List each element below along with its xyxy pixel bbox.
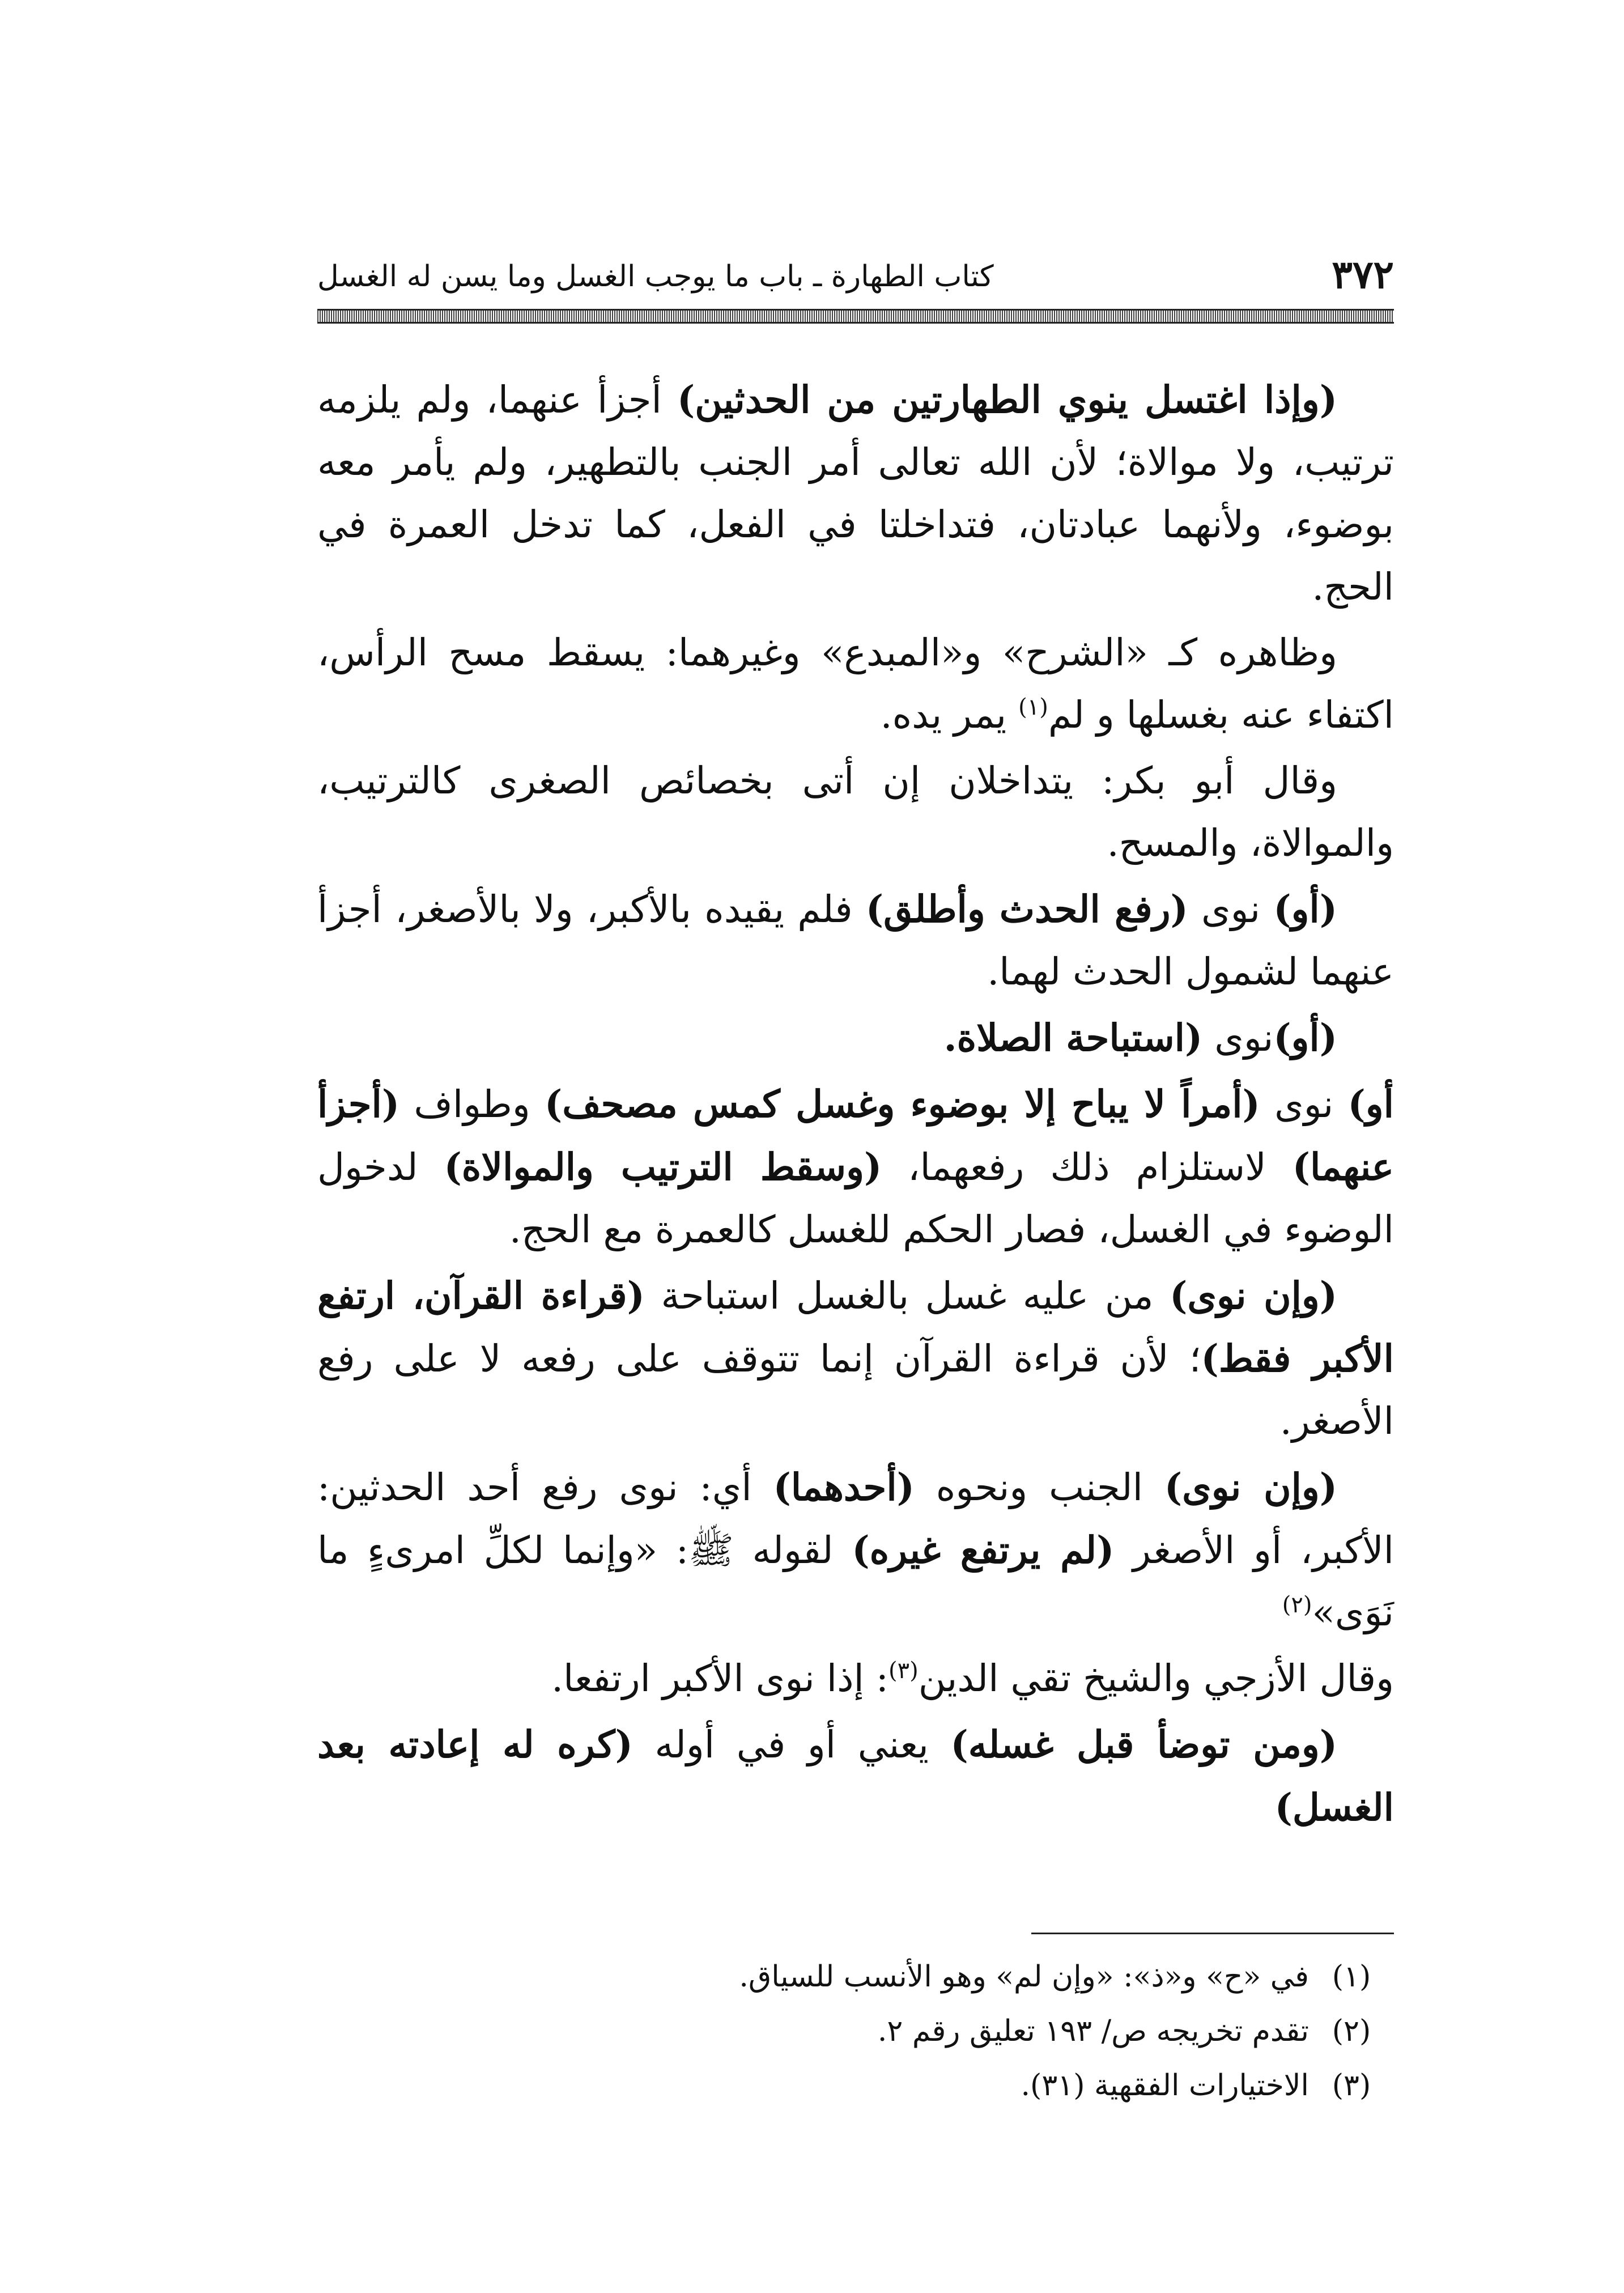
bold-matn-text: (قراءة القرآن، ارتفع الأكبر فقط) — [317, 1273, 1394, 1381]
header-title: كتاب الطهارة ـ باب ما يوجب الغسل وما يسن له الغسل — [317, 260, 994, 294]
bold-matn-text: (رفع الحدث وأطلق) — [865, 887, 1188, 931]
footnote-text: الاختيارات الفقهية (٣١). — [1021, 2069, 1309, 2103]
commentary-text: الجنب ونحوه — [914, 1466, 1164, 1509]
commentary-text: يمر يده. — [880, 693, 1019, 737]
paragraph — [317, 1456, 1394, 1644]
footnote — [317, 2004, 1394, 2058]
bold-matn-text: أو) — [1347, 1082, 1394, 1126]
footnote-number: (٣) — [1332, 2069, 1371, 2103]
footnote-reference: (٢) — [1282, 1592, 1312, 1618]
paragraph — [317, 1647, 1394, 1710]
footnote-divider — [1031, 1933, 1394, 1934]
footnote-reference: (٣) — [888, 1658, 919, 1684]
paragraph — [317, 1007, 1394, 1069]
paragraph — [317, 1073, 1394, 1261]
footnotes — [317, 1950, 1394, 2113]
paragraph — [317, 1713, 1394, 1839]
commentary-text: فلم يقيده بالأكبر، ولا بالأصغر، أجزأ عنهما لشمول الحدث لهما. — [317, 888, 1394, 993]
footnote — [317, 2058, 1394, 2113]
paragraph — [317, 622, 1394, 746]
commentary-text: وقال الأزجي والشيخ تقي الدين — [918, 1657, 1394, 1700]
footnote-number: (١) — [1332, 1960, 1371, 1994]
commentary-text: لقوله ﷺ: «وإنما لكلِّ امرىءٍ ما نَوَى» — [317, 1528, 1394, 1634]
commentary-text: وطواف — [399, 1082, 545, 1126]
bold-matn-text: (وسقط الترتيب والموالاة) — [444, 1145, 882, 1189]
footnote-number: (٢) — [1332, 2014, 1371, 2048]
commentary-text: وقال أبو بكر: يتداخلان إن أتى بخصائص الصغرى كالترتيب، والموالاة، والمسح. — [317, 759, 1394, 865]
bold-matn-text: (استباحة الصلاة. — [943, 1016, 1203, 1060]
bold-matn-text: (لم يرتفع غيره) — [852, 1528, 1115, 1572]
header-divider — [317, 309, 1394, 324]
bold-matn-text: (وإذا اغتسل ينوي الطهارتين من الحدثين) — [677, 377, 1337, 422]
commentary-text: وظاهره كـ «الشرح» و«المبدع» وغيرهما: يسقط مسح الرأس، اكتفاء عنه بغسلها و لم — [317, 631, 1394, 737]
bold-matn-text: (كره له إعادته بعد الغسل) — [317, 1722, 1394, 1829]
paragraph — [317, 1264, 1394, 1453]
footnote-text: في «ح» و«ذ»: «وإن لم» وهو الأنسب للسياق. — [739, 1960, 1309, 1994]
paragraph — [317, 878, 1394, 1003]
commentary-text: أجزأ عنهما، ولم يلزمه ترتيب، ولا موالاة؛ لأن الله تعالى أمر الجنب بالتطهير، ولم يأمر معه بوضوء، ولأنهما عبادتان، فتداخلتا في الفعل، كما تدخل العمرة في الحج. — [317, 378, 1394, 609]
bold-matn-text: (وإن نوى) — [1164, 1465, 1338, 1509]
commentary-text: نوى — [1202, 1016, 1274, 1060]
bold-matn-text: (أو) — [1273, 1016, 1337, 1060]
page-number: ٣٧٢ — [1332, 252, 1394, 298]
paragraph — [317, 368, 1394, 618]
footnote-text: تقدم تخريجه ص/ ١٩٣ تعليق رقم ٢. — [877, 2014, 1309, 2048]
bold-matn-text: (وإن نوى) — [1170, 1273, 1338, 1318]
commentary-text: نوى — [1260, 1082, 1348, 1126]
bold-matn-text: (ومن توضأ قبل غسله) — [950, 1722, 1337, 1767]
commentary-text: أي: نوى رفع أحد الحدثين: الأكبر، أو الأصغر — [317, 1466, 1394, 1572]
main-text — [317, 368, 1394, 1842]
commentary-text: ؛ لأن قراءة القرآن إنما تتوقف على رفعه لا على رفع الأصغر. — [317, 1337, 1394, 1443]
commentary-text: : إذا نوى الأكبر ارتفعا. — [551, 1657, 889, 1700]
commentary-text: لدخول الوضوء في الغسل، فصار الحكم للغسل كالعمرة مع الحج. — [317, 1145, 1394, 1251]
footnote — [317, 1950, 1394, 2004]
commentary-text: لاستلزام ذلك رفعهما، — [882, 1145, 1293, 1189]
running-header — [317, 249, 1394, 300]
footnote-reference: (١) — [1018, 694, 1048, 720]
paragraph — [317, 750, 1394, 874]
bold-matn-text: (أو) — [1273, 887, 1337, 931]
bold-matn-text: (أجزأ عنهما) — [317, 1082, 1394, 1189]
commentary-text: نوى — [1188, 888, 1274, 931]
bold-matn-text: (أمراً لا يباح إلا بوضوء وغسل كمس مصحف) — [545, 1082, 1260, 1126]
commentary-text: يعني أو في أوله — [632, 1723, 951, 1767]
bold-matn-text: (أحدهما) — [773, 1465, 915, 1509]
commentary-text: من عليه غسل بالغسل استباحة — [644, 1274, 1170, 1318]
